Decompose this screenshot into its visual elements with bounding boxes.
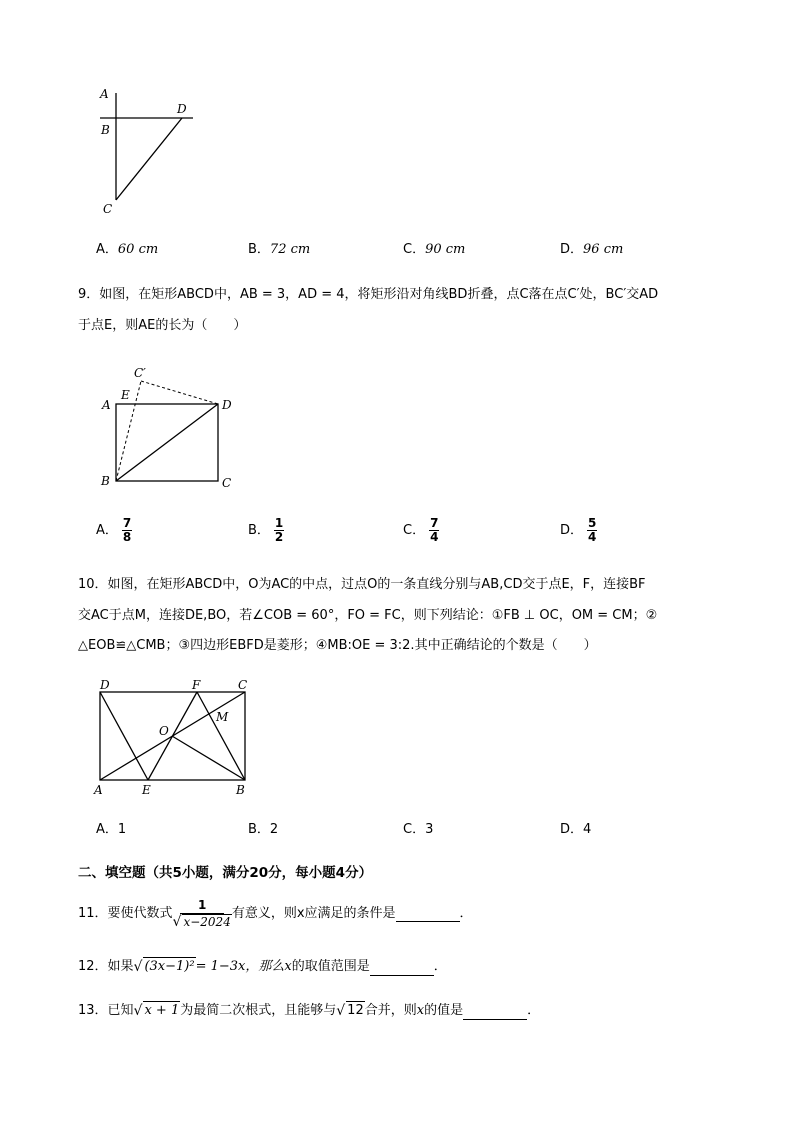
segment-bf <box>197 692 245 780</box>
q10-option-a[interactable]: A． 1 <box>96 822 127 837</box>
q13: 13．已知 √ x + 1 为最简二次根式，且能够与 √ 12 合并，则 x 的值是 ． <box>78 1003 541 1019</box>
answer-blank[interactable] <box>370 961 434 976</box>
q10-line-1: 10．如图，在矩形ABCD中，O为AC的中点，过点O的一条直线分别与AB,CD交于点E，F，连接BF <box>78 577 646 592</box>
label-m: M <box>216 710 229 724</box>
label-e: E <box>121 388 130 402</box>
label-b: B <box>101 123 110 137</box>
q8-option-c[interactable]: C． 90 cm <box>403 242 466 257</box>
q12: 12．如果 √ (3x−1)² = 1−3x，那么 x 的取值范围是 ． <box>78 959 447 975</box>
label-e: E <box>142 783 151 797</box>
q10-option-b[interactable]: B． 2 <box>248 822 279 837</box>
q11-fraction: 1 √ x−2024 <box>172 898 231 930</box>
label-d: D <box>177 102 187 116</box>
q8-option-a[interactable]: A． 60 cm <box>96 242 159 257</box>
label-d: D <box>222 398 232 412</box>
radical-icon: √ <box>336 1003 346 1019</box>
q9-line-1: 9．如图，在矩形ABCD中，AB = 3，AD = 4，将矩形沿对角线BD折叠，点C落在点C′处，BC′交AD <box>78 287 659 302</box>
label-f: F <box>192 678 201 692</box>
label-c: C <box>103 202 113 216</box>
segment-bo <box>172 736 245 780</box>
q9-option-d[interactable]: D． $\frac{5}{4}$ <box>560 516 597 544</box>
label-d: D <box>100 678 110 692</box>
label-c: C <box>222 476 232 490</box>
q10-line-2: 交AC于点M，连接DE,BO，若∠COB = 60°，FO = FC，则下列结论：①FB ⊥ OC，OM = CM；② <box>78 608 658 623</box>
q9-option-c[interactable]: C． $\frac{7}{4}$ <box>403 516 439 544</box>
label-b: B <box>236 783 245 797</box>
section-title: 二、填空题（共5小题，满分20分，每小题4分） <box>78 865 373 881</box>
label-o: O <box>159 724 169 738</box>
q8-option-b[interactable]: B． 72 cm <box>248 242 311 257</box>
label-a: A <box>102 398 111 412</box>
answer-blank[interactable] <box>463 1005 527 1020</box>
q9-line-2: 于点E，则AE的长为（ ） <box>78 318 247 333</box>
q9-option-b[interactable]: B． $\frac{1}{2}$ <box>248 516 284 544</box>
label-cprime: C′ <box>134 366 146 380</box>
answer-blank[interactable] <box>396 907 460 922</box>
q9-option-a[interactable]: A． $\frac{7}{8}$ <box>96 516 132 544</box>
label-a: A <box>94 783 103 797</box>
label-b: B <box>101 474 110 488</box>
fraction: $\frac{5}{4}$ <box>588 516 597 544</box>
fraction: $\frac{1}{2}$ <box>274 516 284 544</box>
fraction: $\frac{7}{4}$ <box>430 516 439 544</box>
segment-de <box>100 692 148 780</box>
q11: 11．要使代数式 1 √ x−2024 有意义，则x应满足的条件是 ． <box>78 898 473 930</box>
q10-option-d[interactable]: D． 4 <box>560 822 592 837</box>
fraction: $\frac{7}{8}$ <box>122 516 132 544</box>
q10-option-c[interactable]: C． 3 <box>403 822 434 837</box>
radical-icon: √ <box>133 959 143 975</box>
label-c: C <box>238 678 248 692</box>
q8-option-d[interactable]: D． 96 cm <box>560 242 624 257</box>
q10-line-3: △EOB≌△CMB；③四边形EBFD是菱形；④MB:OE = 3:2.其中正确结论的个数是（ ） <box>78 638 597 653</box>
label-a: A <box>100 87 109 101</box>
radical-icon: √ <box>133 1003 143 1019</box>
